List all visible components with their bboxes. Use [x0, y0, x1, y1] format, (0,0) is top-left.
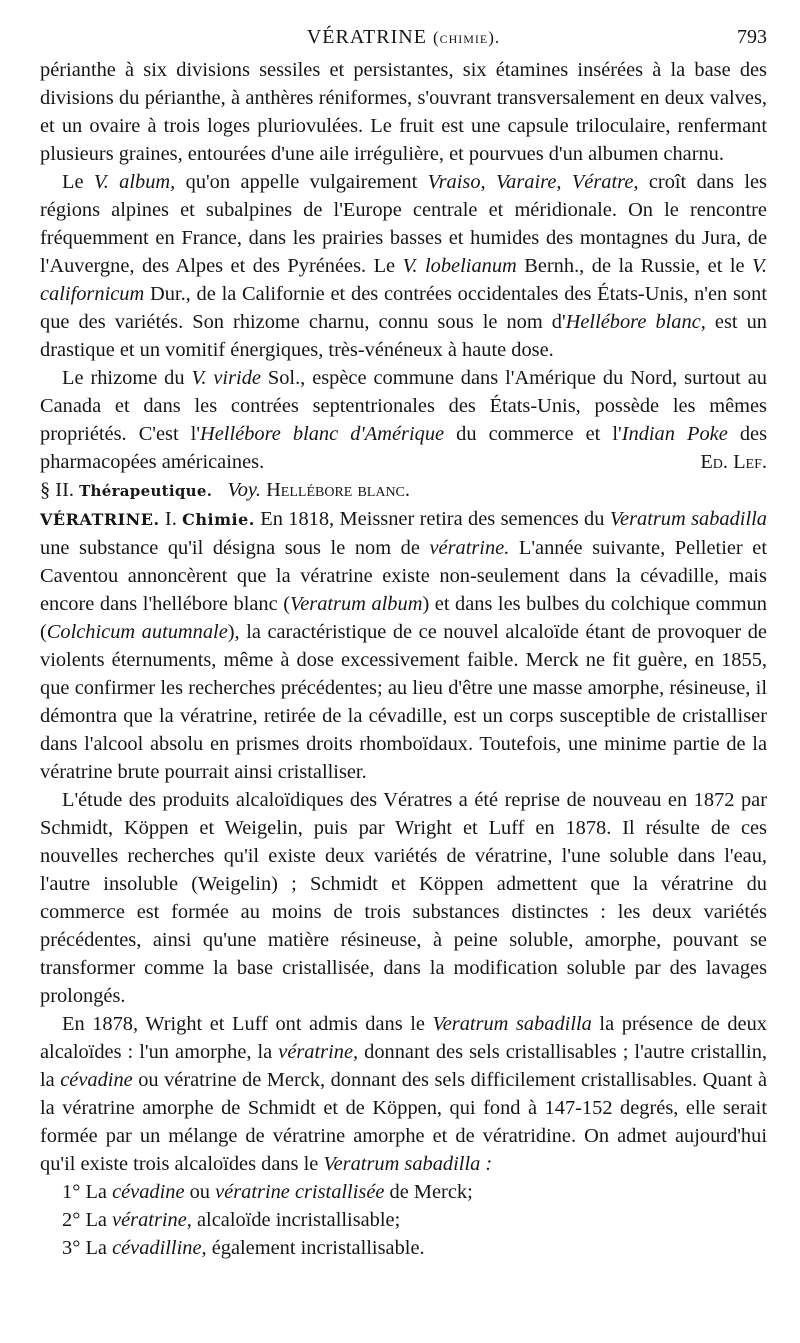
text-run: ), la caractéristique de ce nouvel alcaloïde étant de provoquer de violents éternuments, même à dose excessivement faible. Merck ne fit guère, en 1855, que confirmer les recherches précédentes; au lieu d'être une masse amorphe, résineuse, il démontra que la vératrine, retirée de la cévadille, est un corps susceptible de cristalliser dans l'alcool absolu en prismes droits rhomboïdaux. Toutefois, une minime partie de la vératrine brute pourrait ainsi cristalliser. [40, 621, 767, 783]
paragraph-veratrine-chimie [40, 505, 767, 786]
text-run: Dur., de la Californie et des contrées occidentales des États-Unis, n'en sont que des variétés. Son rhizome charnu, connu sous le nom d' [40, 283, 767, 333]
text-run: ou [184, 1181, 216, 1203]
section-therapeutique [40, 476, 767, 505]
text-run: est un drastique et un vomitif énergiques, très-vénéneux à haute dose. [40, 311, 767, 361]
text-run: En 1818, Meissner retira des semences du [254, 508, 610, 530]
list-item [62, 1206, 767, 1234]
text-run: des pharmacopées américaines. [40, 423, 768, 473]
term: vératrine, [112, 1209, 192, 1231]
term: vératrine cristallisée [215, 1181, 385, 1203]
text-run: alcaloïde incristallisable; [191, 1209, 401, 1231]
text-run: L'année suivante, Pelletier et Caventou annoncèrent que la vératrine existe non-seulement dans la cévadille, mais encore dans l'hellébore blanc ( [40, 537, 767, 615]
text-run: Le rhizome du [62, 367, 192, 389]
list-item [62, 1178, 767, 1206]
header-subtitle: (chimie). [432, 28, 501, 47]
text-run: Le [62, 171, 94, 193]
text-run: une substance qu'il désigna sous le nom de [40, 537, 430, 559]
subsection-title: Chimie. [182, 510, 255, 529]
paragraph-viride [40, 364, 767, 476]
common-name: Indian Poke [621, 423, 728, 445]
section-title: Thérapeutique. [79, 482, 213, 500]
text-run: ou vératrine de Merck, donnant des sels difficilement cristallisables. Quant à la vératrine amorphe de Schmidt et de Köppen, qui fond à 147-152 degrés, elle serait formée par un mélange de vératrine amorphe et de vératridine. On admet aujourd'hui qu'il existe trois alcaloïdes dans le [40, 1069, 767, 1175]
text-run: croît dans les régions alpines et subalpines de l'Europe centrale et méridionale. On le rencontre fréquemment en France, dans les prairies basses et humides des montagnes du Jura, de l'Auvergne, des Alpes et des Pyrénées. Le [40, 171, 767, 277]
header-title: VÉRATRINE [306, 26, 427, 48]
text-run: la présence de deux alcaloïdes : l'un amorphe, la [40, 1013, 767, 1063]
paragraph-etude: L'étude des produits alcaloïdiques des Vératres a été reprise de nouveau en 1872 par Schmidt, Köppen et Weigelin, puis par Wright et Luff en 1878. Il résulte de ces nouvelles recherches qu'il existe deux variétés de vératrine, l'une soluble dans l'eau, l'autre insoluble (Weigelin) ; Schmidt et Köppen admettent que la vératrine du commerce est formée au moins de trois substances distinctes : les deux variétés précédentes, ainsi qu'une matière résineuse, à peine soluble, amorphe, pouvant se transformer comme la base cristallisée, dans la modification soluble par des lavages prolongés. [40, 789, 767, 1007]
term: cévadine [112, 1181, 185, 1203]
common-name: Hellébore blanc d'Amérique [200, 423, 445, 445]
term: vératrine. [429, 537, 510, 559]
alkaloid-list [40, 1178, 767, 1262]
paragraph-album [40, 168, 767, 364]
text-run: Sol., espèce commune dans l'Amérique du Nord, surtout au Canada et dans les contrées septentrionales des États-Unis, possède les mêmes propriétés. C'est l' [40, 367, 767, 445]
list-number: 1° La [62, 1181, 113, 1203]
page-number: 793 [737, 26, 767, 48]
list-number: 2° La [62, 1209, 113, 1231]
list-number: 3° La [62, 1237, 113, 1259]
article-headword: VÉRATRINE. [40, 510, 160, 529]
taxon-name: Veratrum album [290, 593, 423, 615]
taxon-name: Veratrum sabadilla [609, 508, 768, 530]
taxon-name: Veratrum sabadilla [432, 1013, 592, 1035]
section-number: § II. [40, 479, 80, 501]
body-text [40, 56, 767, 1262]
text-run: qu'on appelle vulgairement [175, 171, 428, 193]
text-run: I. [159, 508, 183, 530]
taxon-name: V. lobelianum [402, 255, 517, 277]
text-run: du commerce et l' [444, 423, 622, 445]
taxon-name: Veratrum sabadilla : [323, 1153, 493, 1175]
term: cévadine [60, 1069, 133, 1091]
paragraph-wright-luff [40, 1010, 767, 1178]
list-item [62, 1234, 767, 1262]
text-run: En 1878, Wright et Luff ont admis dans le [62, 1013, 433, 1035]
common-name: Hellébore blanc, [565, 311, 706, 333]
paragraph-perianthe: périanthe à six divisions sessiles et persistantes, six étamines insérées à la base des divisions du périanthe, à anthères réniformes, s'ouvrant transversalement en deux valves, et un ovaire à trois loges pluriovulées. Le fruit est une capsule triloculaire, renfermant plusieurs graines, entourées d'une aile irrégulière, et pourvues d'un albumen charnu. [40, 59, 767, 165]
author-signature: Ed. Lef. [700, 451, 767, 473]
text-run: également incristallisable. [206, 1237, 425, 1259]
text-run: donnant des sels cristallisables ; l'autre cristallin, la [40, 1041, 768, 1091]
common-names: Vraiso, Varaire, Vératre, [427, 171, 639, 193]
term: vératrine, [278, 1041, 359, 1063]
see-reference: Voy. [227, 479, 261, 501]
taxon-name: V. viride [191, 367, 261, 389]
text-run: de Merck; [384, 1181, 473, 1203]
taxon-name: V. californicum [40, 255, 767, 305]
text-run: ) et dans les bulbes du colchique commun ( [40, 593, 767, 643]
running-header [40, 22, 767, 52]
term: cévadilline, [112, 1237, 207, 1259]
cross-reference: Hellébore blanc. [266, 479, 410, 501]
taxon-name: V. album, [93, 171, 176, 193]
taxon-name: Colchicum autumnale [46, 621, 228, 643]
text-run: Bernh., de la Russie, et le [516, 255, 753, 277]
